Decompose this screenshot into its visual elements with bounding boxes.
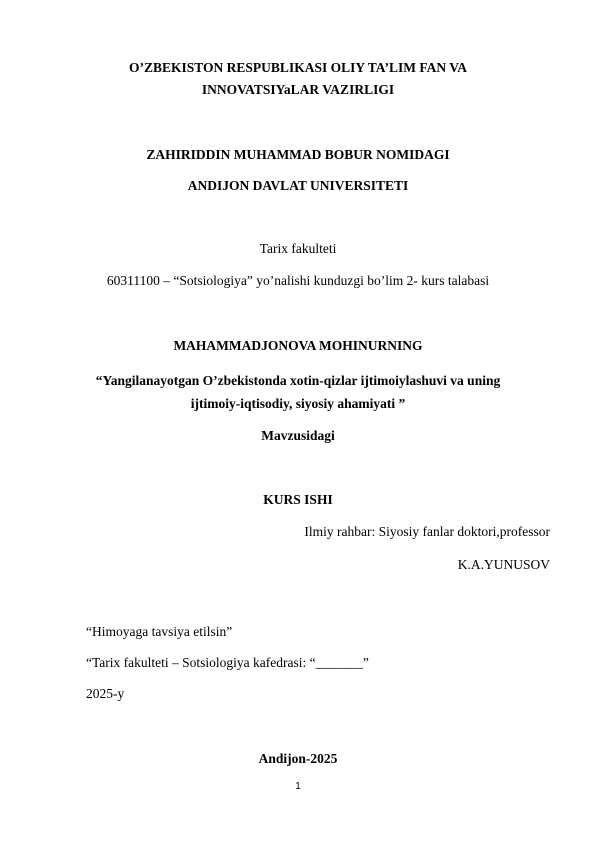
topic-suffix: Mavzusidagi bbox=[261, 428, 335, 443]
ministry-title-line-1: O’ZBEKISTON RESPUBLIKASI OLIY TA’LIM FAN VA bbox=[129, 60, 467, 75]
topic-line-2: ijtimoiy-iqtisodiy, siyosiy ahamiyati ” bbox=[190, 396, 406, 411]
university-name-line-1: ZAHIRIDDIN MUHAMMAD BOBUR NOMIDAGI bbox=[146, 147, 450, 162]
ministry-title-line-2: INNOVATSIYaLAR VAZIRLIGI bbox=[201, 82, 395, 97]
university-name-line-2: ANDIJON DAVLAT UNIVERSITETI bbox=[187, 178, 409, 193]
defense-recommendation: “Himoyaga tavsiya etilsin” bbox=[86, 624, 233, 639]
department-line: “Tarix fakulteti – Sotsiologiya kafedrasi: “_______” bbox=[86, 655, 369, 670]
supervisor-name: K.A.YUNUSOV bbox=[457, 557, 550, 572]
student-name: MAHAMMADJONOVA MOHINURNING bbox=[173, 338, 423, 353]
supervisor-label: Ilmiy rahbar: Siyosiy fanlar doktori,professor bbox=[304, 524, 550, 539]
city-year: Andijon-2025 bbox=[258, 751, 338, 766]
page-number: 1 bbox=[295, 781, 301, 792]
defense-year: 2025-y bbox=[86, 686, 125, 701]
work-type: KURS ISHI bbox=[263, 492, 333, 507]
faculty-name: Tarix fakulteti bbox=[259, 241, 337, 256]
program-line: 60311100 – “Sotsiologiya” yo’nalishi kunduzgi bo’lim 2- kurs talabasi bbox=[106, 273, 490, 288]
topic-line-1: “Yangilanayotgan O’zbekistonda xotin-qizlar ijtimoiylashuvi va uning bbox=[95, 373, 501, 388]
